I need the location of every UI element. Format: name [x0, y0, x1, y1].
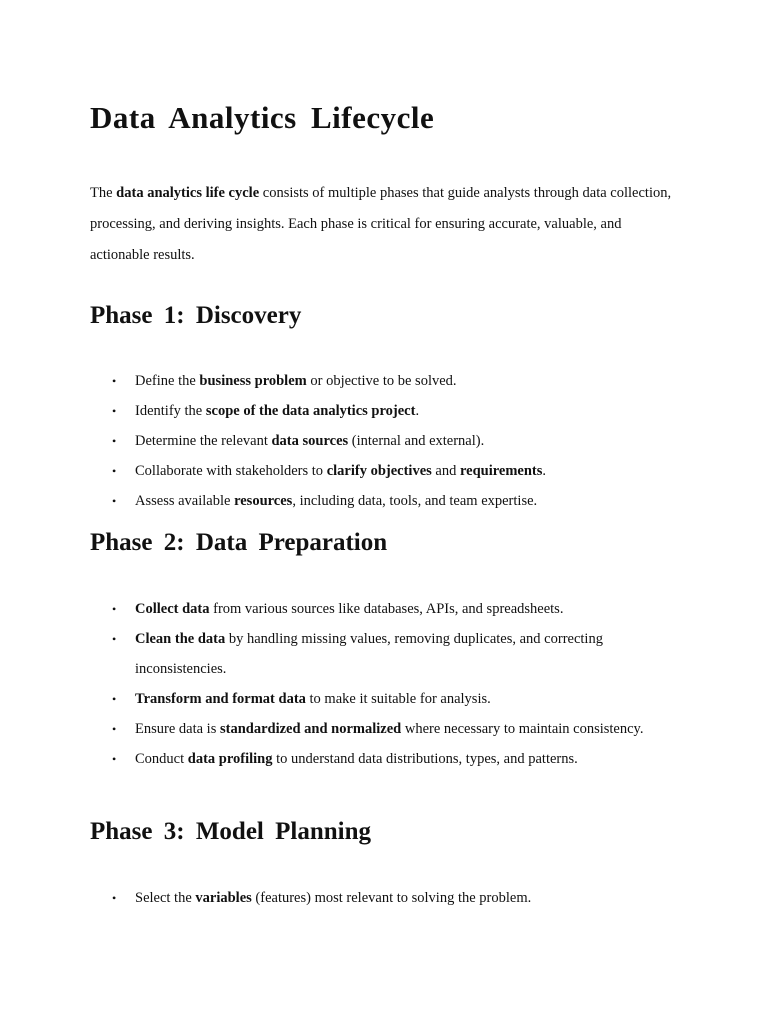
- bullet-icon: •: [112, 464, 117, 478]
- bullet-icon: •: [112, 632, 117, 646]
- intro-paragraph: [90, 178, 680, 271]
- bullet-icon: •: [112, 752, 117, 766]
- phase-2-list: [90, 594, 650, 774]
- list-item: • Identify the scope of the data analytics project.: [90, 396, 650, 426]
- phase-2-heading: Phase 2: Data Preparation: [90, 529, 388, 556]
- bullet-icon: •: [112, 891, 117, 905]
- phase-3-heading: Phase 3: Model Planning: [90, 818, 371, 845]
- phase-3-list: [90, 883, 650, 913]
- bullet-icon: •: [112, 404, 117, 418]
- list-item: • Collaborate with stakeholders to clarify objectives and requirements.: [90, 456, 650, 486]
- list-item: • Determine the relevant data sources (internal and external).: [90, 426, 650, 456]
- phase-1-list: [90, 366, 650, 516]
- list-item: • Assess available resources, including data, tools, and team expertise.: [90, 486, 650, 516]
- intro-bold-term: data analytics life cycle: [116, 185, 260, 201]
- list-item: • Collect data from various sources like databases, APIs, and spreadsheets.: [90, 594, 650, 624]
- intro-text: consists of multiple phases that guide analysts through data collection, processing, and deriving insights. Each phase is critical for ensuring accurate, valuable, and actionable results.: [90, 185, 672, 263]
- bullet-icon: •: [112, 374, 117, 388]
- intro-text: The: [90, 185, 117, 201]
- bullet-icon: •: [112, 722, 117, 736]
- list-item: • Ensure data is standardized and normalized where necessary to maintain consistency.: [90, 714, 650, 744]
- bullet-icon: •: [112, 494, 117, 508]
- bullet-icon: •: [112, 434, 117, 448]
- list-item: • Conduct data profiling to understand data distributions, types, and patterns.: [90, 744, 650, 774]
- list-item: • Transform and format data to make it suitable for analysis.: [90, 684, 650, 714]
- bullet-icon: •: [112, 692, 117, 706]
- page-title: Data Analytics Lifecycle: [90, 100, 435, 135]
- list-item: • Define the business problem or objective to be solved.: [90, 366, 650, 396]
- list-item: • Clean the data by handling missing values, removing duplicates, and correcting inconsistencies.: [90, 624, 650, 684]
- phase-1-heading: Phase 1: Discovery: [90, 302, 302, 329]
- bullet-icon: •: [112, 602, 117, 616]
- list-item: • Select the variables (features) most relevant to solving the problem.: [90, 883, 650, 913]
